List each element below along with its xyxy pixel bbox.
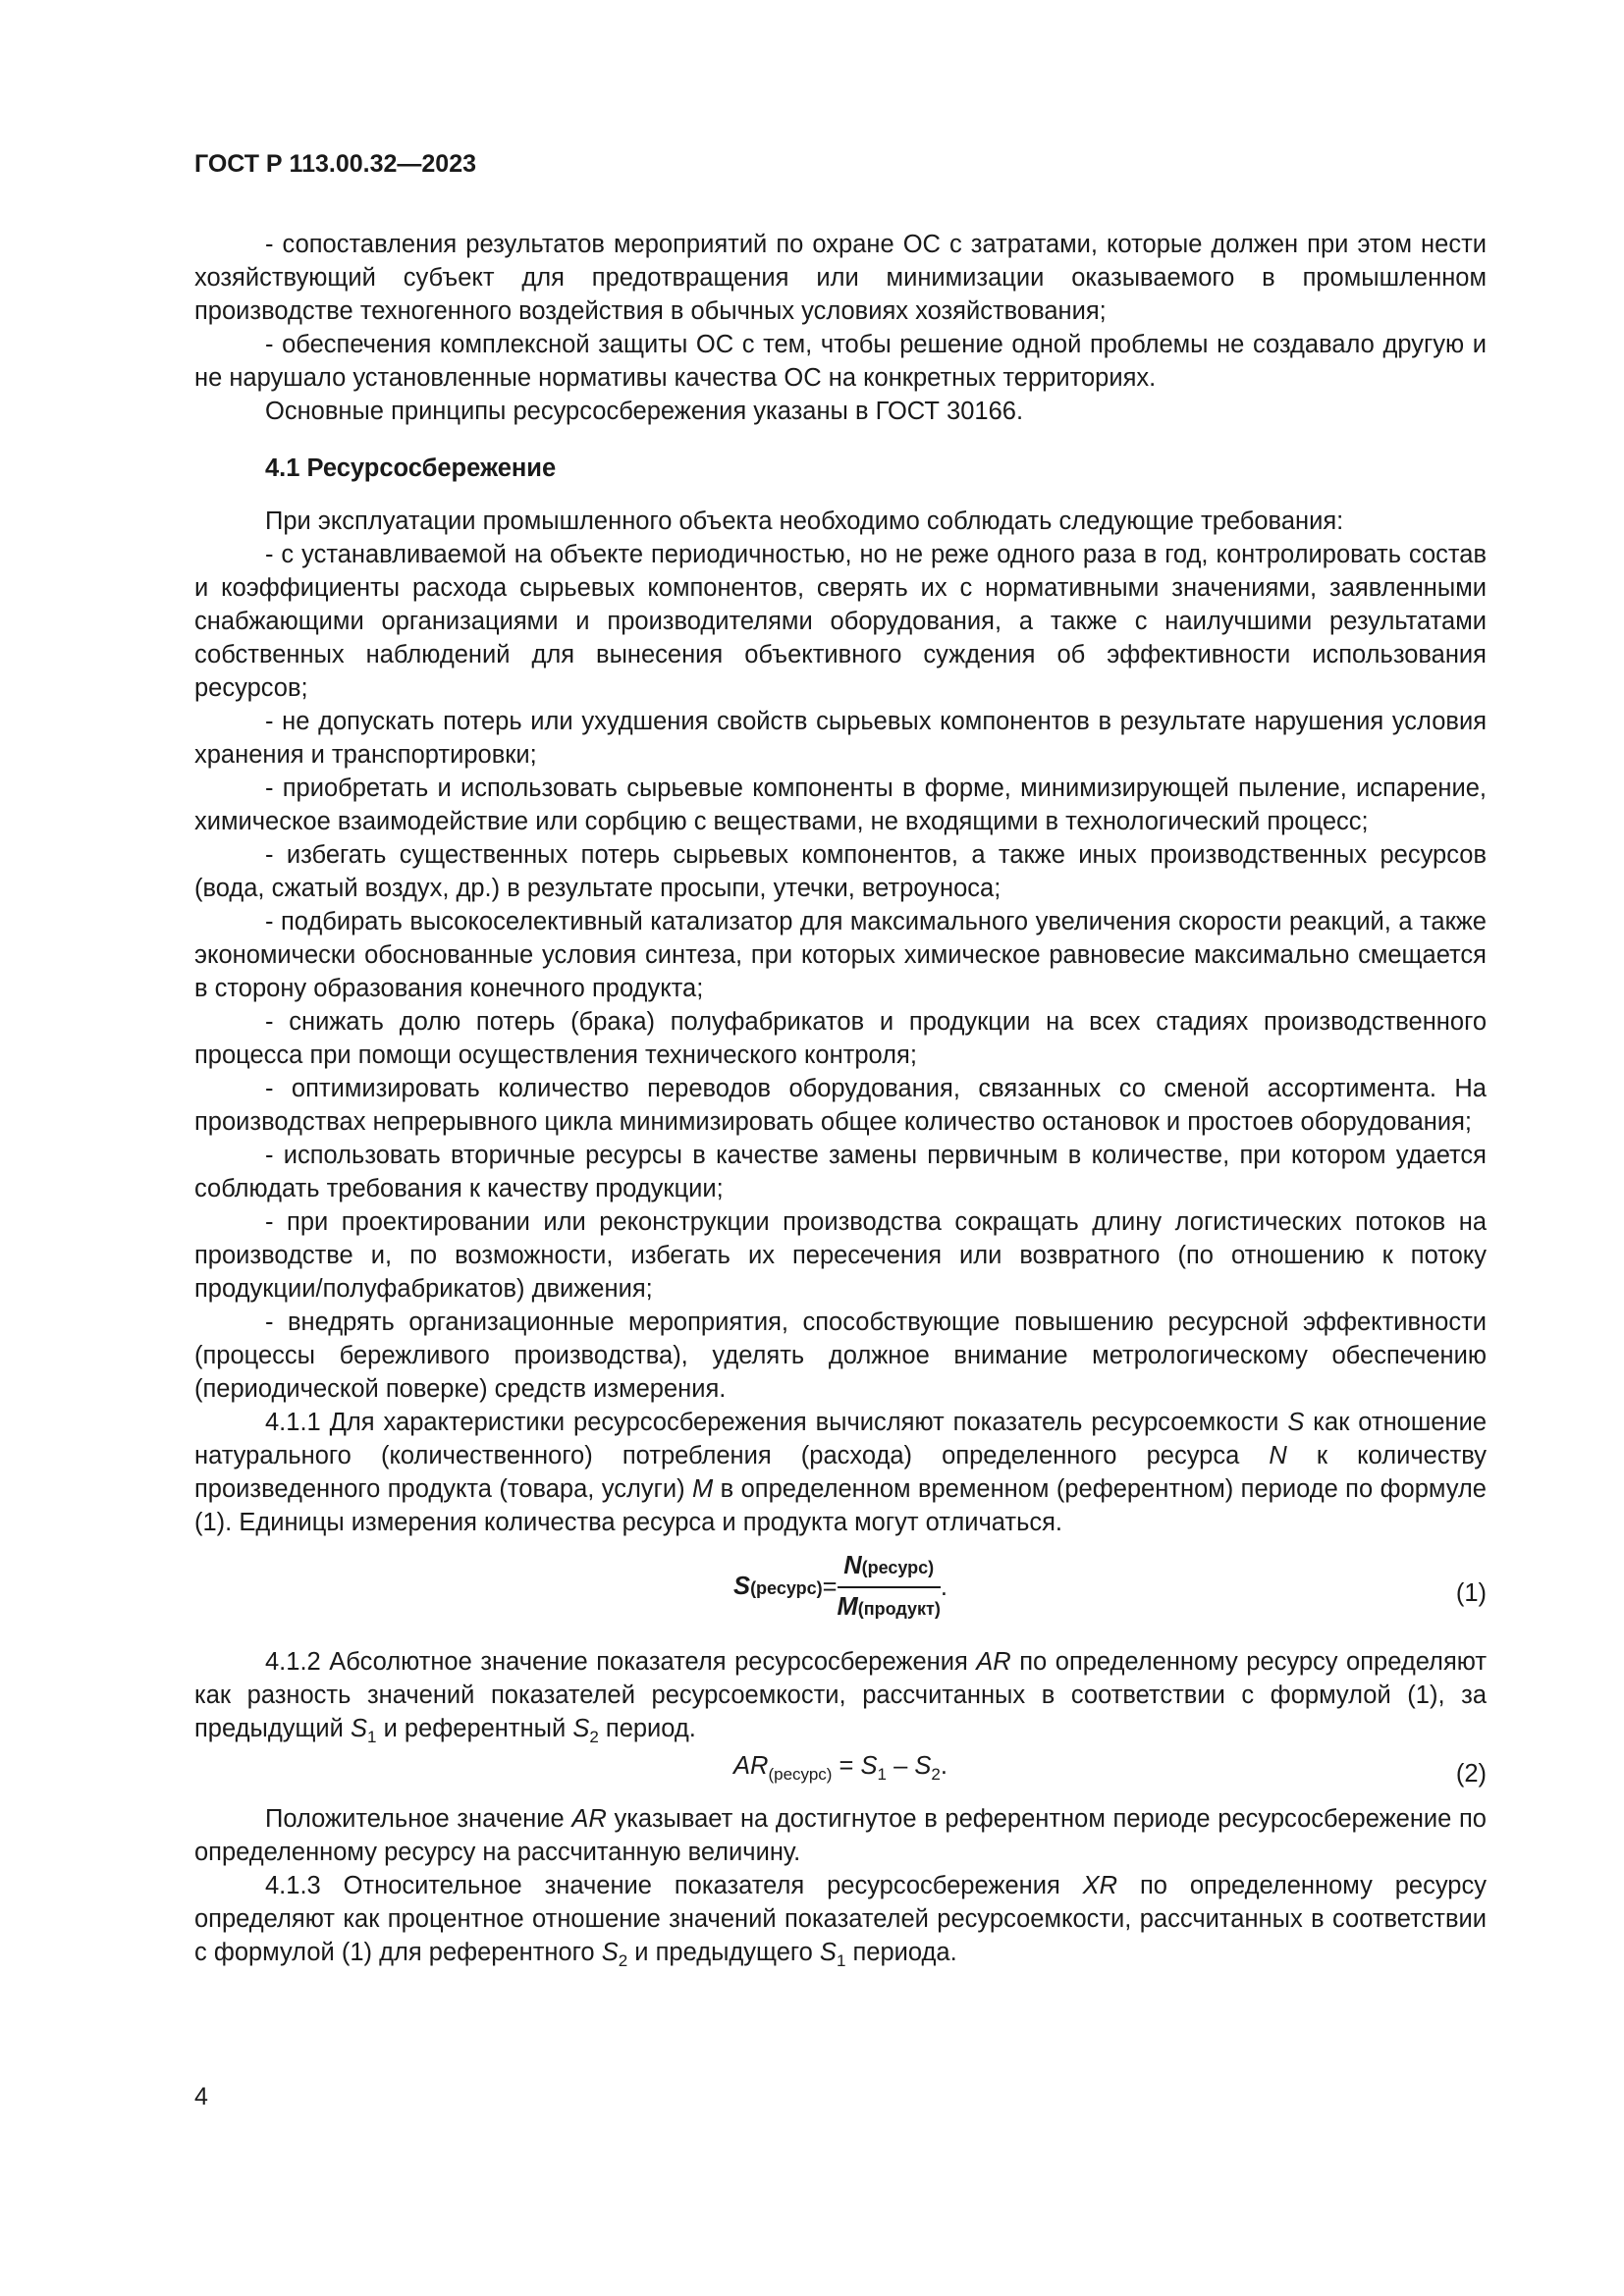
formula-2-term-a: S (860, 1752, 878, 1780)
clause-text: по определенному ресурсу определяют как разность значений показателей ресурсоемкости, рассчитанных в соответствии с формулой (1), за предыдущий (194, 1648, 1487, 1742)
formula-1-denominator-subscript: (продукт) (857, 1599, 941, 1619)
formula-2-lhs-subscript: (ресурс) (768, 1765, 833, 1785)
clause-text: Положительное значение (265, 1805, 572, 1833)
variable-s: S (1287, 1409, 1305, 1436)
formula-1-equals: = (822, 1574, 838, 1601)
clause-text: как отношение натурального (количественного) потребления (расхода) определенного ресурса (194, 1409, 1488, 1469)
variable-s2: S (601, 1939, 619, 1966)
variable-xr: XR (1082, 1872, 1118, 1899)
requirement-item-2: - не допускать потерь или ухудшения свойств сырьевых компонентов в результате нарушения условия хранения и транспортировки; (194, 708, 1487, 769)
requirement-item-8: - использовать вторичные ресурсы в качестве замены первичным в количестве, при котором удается соблюдать требования к качеству продукции; (194, 1142, 1487, 1202)
subscript: 1 (367, 1728, 377, 1747)
subscript: 2 (589, 1728, 599, 1747)
formula-1-lhs-subscript: (ресурс) (750, 1578, 823, 1598)
formula-1-numerator-variable: N (843, 1552, 862, 1579)
formula-1-denominator-variable: M (837, 1593, 858, 1621)
intro-paragraph-2: - обеспечения комплексной защиты ОС с тем, чтобы решение одной проблемы не создавало другую и не нарушало установленные нормативы качества ОС на конкретных территориях. (194, 331, 1487, 392)
clause-text: и референтный (376, 1715, 573, 1742)
formula-1-tail: . (940, 1574, 947, 1601)
formula-2-minus: – (887, 1752, 915, 1780)
requirement-item-7: - оптимизировать количество переводов оборудования, связанных со сменой ассортимента. На производствах непрерывного цикла минимизировать общее количество остановок и простоев оборудования; (194, 1075, 1487, 1136)
formula-2-term-b: S (914, 1752, 932, 1780)
subscript: 2 (618, 1951, 628, 1971)
ar-note (194, 1802, 1487, 1869)
section-heading-4-1: 4.1 Ресурсосбережение (265, 454, 557, 482)
clause-text: 4.1.2 Абсолютное значение показателя ресурсосбережения (265, 1648, 977, 1676)
formula-2 (194, 1749, 1487, 1798)
requirement-item-1: - с устанавливаемой на объекте периодичностью, но не реже одного раза в год, контролировать состав и коэффициенты расхода сырьевых компонентов, сверять их с нормативными значениями, заявленными снабжающими организациями и производителями оборудования, а также с наилучшими результатами собственных наблюдений для вынесения объективного суждения об эффективности использования ресурсов; (194, 541, 1487, 702)
formula-2-expression (194, 1749, 1487, 1783)
formula-2-term-b-subscript: 2 (931, 1765, 941, 1785)
variable-m: M (692, 1475, 714, 1503)
clause-text: и предыдущего (627, 1939, 820, 1966)
clause-4-1-2 (194, 1645, 1487, 1745)
clause-text: по определенному ресурсу определяют как процентное отношение значений показателей ресурсоемкости, рассчитанных в соответствии с формулой (1) для референтного (194, 1872, 1487, 1966)
section-lead: При эксплуатации промышленного объекта необходимо соблюдать следующие требования: (265, 507, 1344, 535)
variable-s1: S (819, 1939, 837, 1966)
clause-text: указывает на достигнутое в референтном периоде ресурсосбережение по определенному ресурсу на рассчитанную величину. (194, 1805, 1487, 1866)
formula-1 (194, 1549, 1487, 1637)
clause-text: в определенном временном (референтном) периоде по формуле (1). Единицы измерения количества ресурса и продукта могут отличаться. (194, 1475, 1487, 1536)
document-id: ГОСТ Р 113.00.32—2023 (194, 150, 477, 178)
clause-text: период. (598, 1715, 696, 1742)
variable-ar: AR (571, 1805, 607, 1833)
formula-1-number: (1) (1455, 1579, 1487, 1607)
formula-1-numerator (838, 1549, 941, 1588)
formula-2-tail: . (940, 1752, 947, 1780)
formula-1-lhs (733, 1570, 823, 1605)
clause-4-1-3 (194, 1869, 1487, 1969)
formula-1-denominator (838, 1588, 941, 1626)
requirement-item-4: - избегать существенных потерь сырьевых компонентов, а также иных производственных ресурсов (вода, сжатый воздух, др.) в результате просыпи, утечки, ветроуноса; (194, 841, 1487, 902)
requirement-item-5: - подбирать высокоселективный катализатор для максимального увеличения скорости реакций, а также экономически обоснованные условия синтеза, при которых химическое равновесие максимально смещается в сторону образования конечного продукта; (194, 908, 1487, 1002)
clause-text: периода. (845, 1939, 957, 1966)
clause-text: 4.1.3 Относительное значение показателя ресурсосбережения (265, 1872, 1083, 1899)
variable-n: N (1269, 1442, 1287, 1469)
formula-1-fraction (838, 1549, 941, 1626)
page-number: 4 (194, 2083, 208, 2110)
variable-ar: AR (976, 1648, 1011, 1676)
requirement-item-10: - внедрять организационные мероприятия, способствующие повышению ресурсной эффективности (процессы бережливого производства), уделять должное внимание метрологическому обеспечению (периодической поверке) средств измерения. (194, 1308, 1487, 1403)
formula-2-term-a-subscript: 1 (877, 1765, 888, 1785)
requirement-item-3: - приобретать и использовать сырьевые компоненты в форме, минимизирующей пыление, испарение, химическое взаимодействие или сорбцию с веществами, не входящими в технологический процесс; (194, 774, 1487, 835)
clause-text: к количеству произведенного продукта (товара, услуги) (194, 1442, 1488, 1503)
formula-2-lhs-variable: AR (733, 1752, 769, 1780)
clause-4-1-1 (194, 1406, 1487, 1539)
document-page (194, 147, 1487, 1969)
requirement-item-9: - при проектировании или реконструкции производства сокращать длину логистических потоков на производстве и, по возможности, избегать их пересечения или возвратного (по отношению к потоку продукции/полуфабрикатов) движения; (194, 1208, 1487, 1303)
formula-2-number: (2) (1455, 1760, 1487, 1788)
subscript: 1 (836, 1951, 846, 1971)
intro-paragraph-3: Основные принципы ресурсосбережения указаны в ГОСТ 30166. (265, 398, 1024, 425)
formula-1-lhs-variable: S (733, 1573, 751, 1600)
variable-s1: S (351, 1715, 368, 1742)
clause-text: 4.1.1 Для характеристики ресурсосбережения вычисляют показатель ресурсоемкости (265, 1409, 1288, 1436)
formula-1-numerator-subscript: (ресурс) (861, 1558, 935, 1577)
formula-2-equals: = (832, 1752, 861, 1780)
requirement-item-6: - снижать долю потерь (брака) полуфабрикатов и продукции на всех стадиях производственного процесса при помощи осуществления технического контроля; (194, 1008, 1487, 1069)
formula-1-expression (194, 1549, 1487, 1626)
intro-paragraph-1: - сопоставления результатов мероприятий по охране ОС с затратами, которые должен при этом нести хозяйствующий субъект для предотвращения или минимизации оказываемого в промышленном производстве техногенного воздействия в обычных условиях хозяйствования; (194, 231, 1487, 325)
variable-s2: S (572, 1715, 590, 1742)
